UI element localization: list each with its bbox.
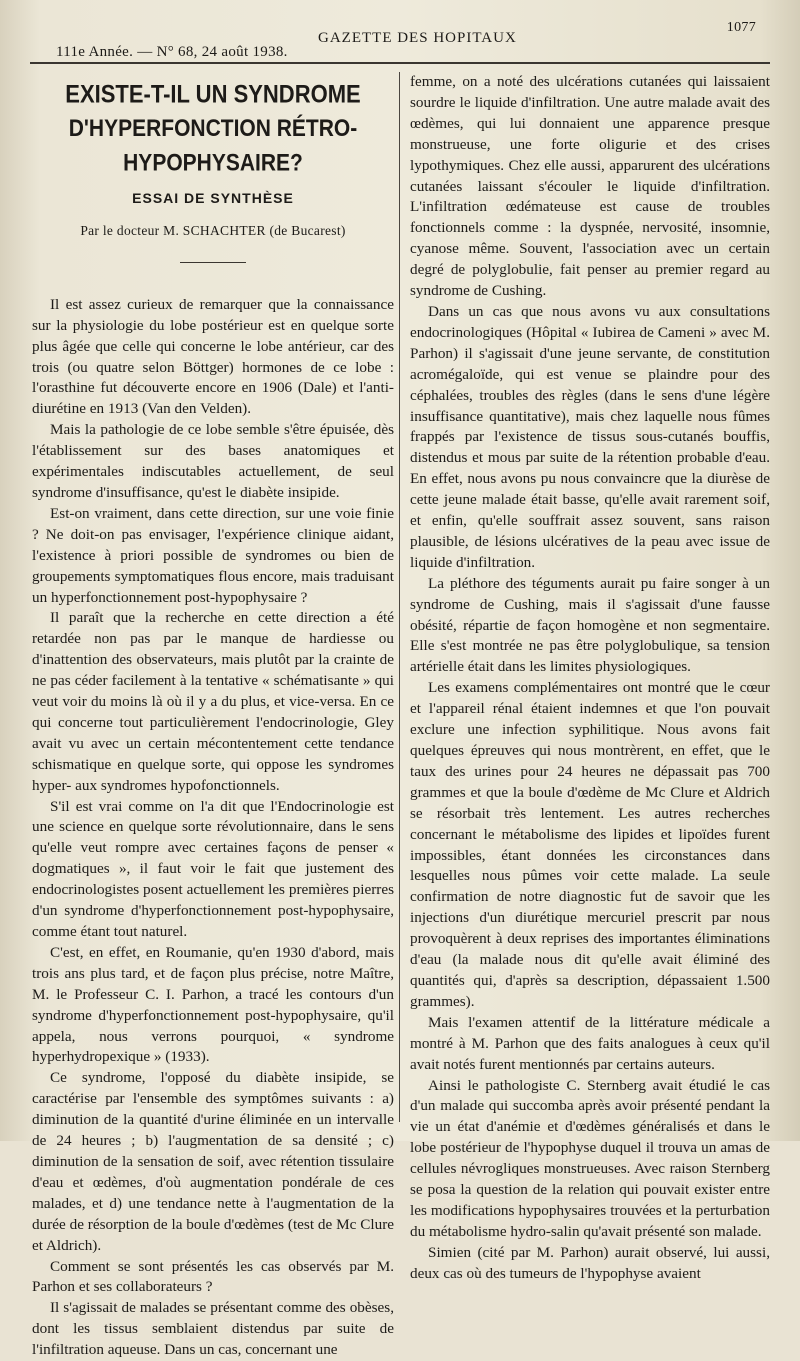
paragraph: Dans un cas que nous avons vu aux consultations endocrinologiques (Hôpital « Iubirea de Cameni » avec M. Parhon) il s'agissait d'une jeune servante, de constitution acromégaloïde, qui est venue se plaindre pour des céphalées, troubles des règles (dans le sens d'une légère insuffisance quantitative), mais chez laquelle nous fûmes frappés par l'existence de tissus sous-cutanés bouffis, distendus et mous par suite de la rétention probable d'eau. En effet, nous avons pu nous convaincre que la diurèse de cette jeune malade était basse, qu'elle avait rarement soif, et enfin, qu'elle souffrait assez souvent, sans raison plausible, de lésions ulcératives de la peau avec issue de liquide d'infiltration. bbox=[410, 302, 770, 571]
journal-name: GAZETTE DES HOPITAUX bbox=[318, 30, 517, 46]
page-number: 1077 bbox=[726, 20, 756, 35]
article-subtitle: ESSAI DE SYNTHÈSE bbox=[132, 190, 294, 206]
paragraph: Ce syndrome, l'opposé du diabète insipide, se caractérise par l'ensemble des symptômes suivants : a) diminution de la quantité d'urine éliminée en un intervalle de 24 heures ; b) l'augmentation de sa densité ; c) diminution de la sensation de soif, avec rétention tissulaire d'eau et œdèmes, d'où augmentation pondérale de ces malades, et d) une tendance nette à l'augmentation de la durée de résorption de la boule d'œdèmes (test de Mc Clure et Aldrich). bbox=[32, 1069, 394, 1254]
header-rule bbox=[30, 62, 770, 64]
paragraph: Les examens complémentaires ont montré que le cœur et l'appareil rénal étaient indemnes et que l'on pouvait exclure une infection syphilitique. Nous avons fait quelques épreuves qui nous montrèrent, en effet, que le taux des urines pour 24 heures ne dépassait pas 700 grammes et que la boule d'œdème de Mc Clure et Aldrich se résorbait très lentement. Les autres recherches concernant le métabolisme des lipides et lipoïdes furent impossibles, étant données les circonstances dans lesquelles nous pûmes voir cette malade. La seule confirmation de notre diagnostic fut de savoir que les injections d'un diurétique mercuriel prescrit par nous provoquèrent à deux reprises des importantes éliminations d'eau (la malade nous dit qu'elle avait éliminé des quantités qui, d'après sa description, dépassaient 1.500 grammes). bbox=[410, 679, 770, 1010]
paragraph: Comment se sont présentés les cas observés par M. Parhon et ses collaborateurs ? bbox=[32, 1257, 394, 1296]
left-column bbox=[32, 72, 394, 1361]
page-header bbox=[56, 20, 756, 60]
paragraph: Il s'agissait de malades se présentant comme des obèses, dont les tissus semblaient distendus par suite de l'infiltration aqueuse. Dans un cas, concernant une bbox=[32, 1299, 394, 1359]
paragraph: Simien (cité par M. Parhon) aurait observé, lui aussi, deux cas où des tumeurs de l'hypophyse avaient bbox=[410, 1243, 770, 1282]
issue-info: 111e Année. — N° 68, 24 août 1938. bbox=[56, 44, 288, 60]
paragraph: C'est, en effet, en Roumanie, qu'en 1930 d'abord, mais trois ans plus tard, et de façon plus précise, notre Maître, M. le Professeur C. I. Parhon, a tracé les contours d'un syndrome d'hyperfonctionnement post-hypophysaire, qu'il appela, nous verrons pourquoi, « syndrome hyperhydropexique » (1933). bbox=[32, 943, 394, 1066]
paragraph: Il paraît que la recherche en cette direction a été retardée non pas par le manque de hardiesse ou d'inattention des observateurs, mais plutôt par la crainte de ne pas céder facilement à la tentative « schématisante » qui veut voir du moins là où il y a du plus, et vice-versa. En ce qui concerne tout particulièrement l'endocrinologie, Gley avait vu avec un certain mécontentement cette tendance schismatique en quelque sorte, qui oppose les syndromes hyper- aux syndromes hypofonctionnels. bbox=[32, 609, 394, 794]
paragraph: femme, on a noté des ulcérations cutanées qui laissaient sourdre le liquide d'infiltration. Une autre malade avait des œdèmes, qui lui donnaient une apparence presque monstrueuse, une forte oligurie et des crises lypothymiques. Chez elle aussi, apparurent des ulcérations cutanées laissant s'écouler le liquide d'infiltration. L'infiltration œdémateuse est cause de troubles fonctionnels comme : la dyspnée, nervosité, insomnie, cyanose même. Souvent, l'association avec un certain degré de polyglobulie, fait penser au premier regard au syndrome de Cushing. bbox=[410, 73, 770, 300]
paragraph: Est-on vraiment, dans cette direction, sur une voie finie ? Ne doit-on pas envisager, l'expérience clinique aidant, l'existence à priori possible de syndromes ou bien de groupements symptomatiques flous encore, mais traduisant un hyperfonctionnement post-hypophysaire ? bbox=[32, 504, 394, 606]
paragraph: Mais la pathologie de ce lobe semble s'être épuisée, dès l'établissement sur des bases anatomiques et expérimentales indiscutables actuellement, de seul syndrome d'insuffisance, qu'est le diabète insipide. bbox=[32, 421, 394, 501]
column-divider bbox=[399, 72, 400, 1122]
title-line-2: D'HYPERFONCTION RÉTRO-HYPOPHYSAIRE? bbox=[68, 115, 358, 177]
paragraph: La pléthore des téguments aurait pu faire songer à un syndrome de Cushing, mais il s'agissait d'une fausse obésité, répartie de façon homogène et non segmentaire. Elle s'est montrée ne pas être polyglobulique, sa tension artérielle était dans les limites physiologiques. bbox=[410, 574, 770, 676]
paragraph: Ainsi le pathologiste C. Sternberg avait étudié le cas d'un malade qui succomba après avoir présenté pendant la vie un état d'anémie et d'œdèmes généralisés et dans le lobe postérieur de l'hypophyse duquel il trouva un amas de cellules névrogliques monstrueuses. Avec raison Sternberg se posa la question de la relation qui pouvait exister entre les modifications hypophysaires trouvées et la perturbation du métabolisme hydro-salin qu'avait présenté son malade. bbox=[410, 1076, 770, 1240]
paragraph: Il est assez curieux de remarquer que la connaissance sur la physiologie du lobe postérieur est en quelque sorte plus âgée que celle qui concerne le lobe antérieur, car des trois (ou quatre selon Böttger) hormones de ce lobe : l'orasthine fut découverte encore en 1906 (Dale) et l'anti-diurétine en 1913 (Van den Velden). bbox=[32, 295, 394, 418]
title-line-1: EXISTE-T-IL UN SYNDROME bbox=[65, 79, 361, 109]
title-separator bbox=[180, 262, 246, 263]
right-column bbox=[410, 72, 770, 1285]
paragraph: Mais l'examen attentif de la littérature médicale a montré à M. Parhon que des faits analogues à ceux qu'il avait notés furent mentionnés par certains auteurs. bbox=[410, 1013, 770, 1073]
article-author: Par le docteur M. SCHACHTER (de Bucarest) bbox=[80, 222, 346, 238]
article-title bbox=[32, 77, 394, 181]
paragraph: S'il est vrai comme on l'a dit que l'Endocrinologie est une science en quelque sorte révolutionnaire, dans le sens qu'elle veut rompre avec certaines façons de penser « dogmatiques », il faut voir le fait que justement des endocrinologistes posent actuellement les premières pierres d'un syndrome d'hyperfonctionnement post-hypophysaire, comme étant tout naturel. bbox=[32, 797, 394, 940]
